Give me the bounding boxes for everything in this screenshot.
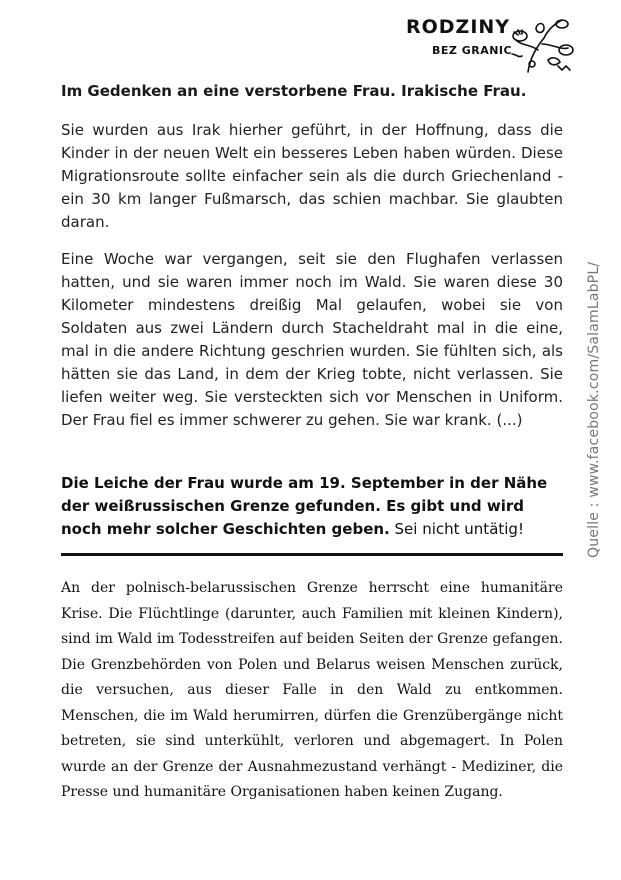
callout-bold: Die Leiche der Frau wurde am 19. September in der Nähe der weißrussischen Grenze gefunden. Es gibt und wird noch mehr solcher Geschichten geben. xyxy=(61,474,548,538)
callout-regular: Sei nicht untätig! xyxy=(389,520,524,538)
paragraph-1: Sie wurden aus Irak hierher geführt, in der Hoffnung, dass die Kinder in der neuen Welt ein besseres Leben haben würden. Diese Migrationsroute sollte einfacher sein als die durch Griechenland - ein 30 km langer Fußmarsch, das schien machbar. Sie glaubten daran. xyxy=(61,121,563,231)
paragraph-3: An der polnisch-belarussischen Grenze herrscht eine humanitäre Krise. Die Flüchtlinge (darunter, auch Familien mit kleinen Kindern), sind im Wald im Todesstreifen auf beiden Seiten der Grenze gefangen. Die Grenzbehörden von Polen und Belarus weisen Menschen zurück, die versuchen, aus dieser Falle in den Wald zu entkommen. Menschen, die im Wald herumirren, dürfen die Grenzübergänge nicht betreten, sie sind unterkühlt, verloren und abgemagert. In Polen wurde an der Grenze der Ausnahmezustand verhängt - Mediziner, die Presse und humanitäre Organisationen haben keinen Zugang. xyxy=(61,580,563,800)
plant-doodle-icon xyxy=(508,14,578,76)
paragraph-2: Eine Woche war vergangen, seit sie den Flughafen verlassen hatten, und sie waren immer noch im Wald. Sie waren diese 30 Kilometer mindestens dreißig Mal gelaufen, wobei sie von Soldaten aus zwei Ländern durch Stacheldraht mal in die eine, mal in die andere Richtung geschrien wurden. Sie fühlten sich, als hätten sie das Land, in dem der Krieg tobte, nicht verlassen. Sie liefen weiter weg. Sie versteckten sich vor Menschen in Uniform. Der Frau fiel es immer schwerer zu gehen. Sie war krank. (...) xyxy=(61,250,563,429)
divider xyxy=(61,553,563,556)
source-text: Quelle : www.facebook.com/SalamLabPL/ xyxy=(586,261,602,558)
logo-title: RODZINY xyxy=(406,16,511,38)
logo xyxy=(406,14,576,82)
logo-subtitle: BEZ GRANIC xyxy=(432,44,513,57)
heading: Im Gedenken an eine verstorbene Frau. Irakische Frau. xyxy=(61,82,527,100)
callout xyxy=(61,472,563,541)
